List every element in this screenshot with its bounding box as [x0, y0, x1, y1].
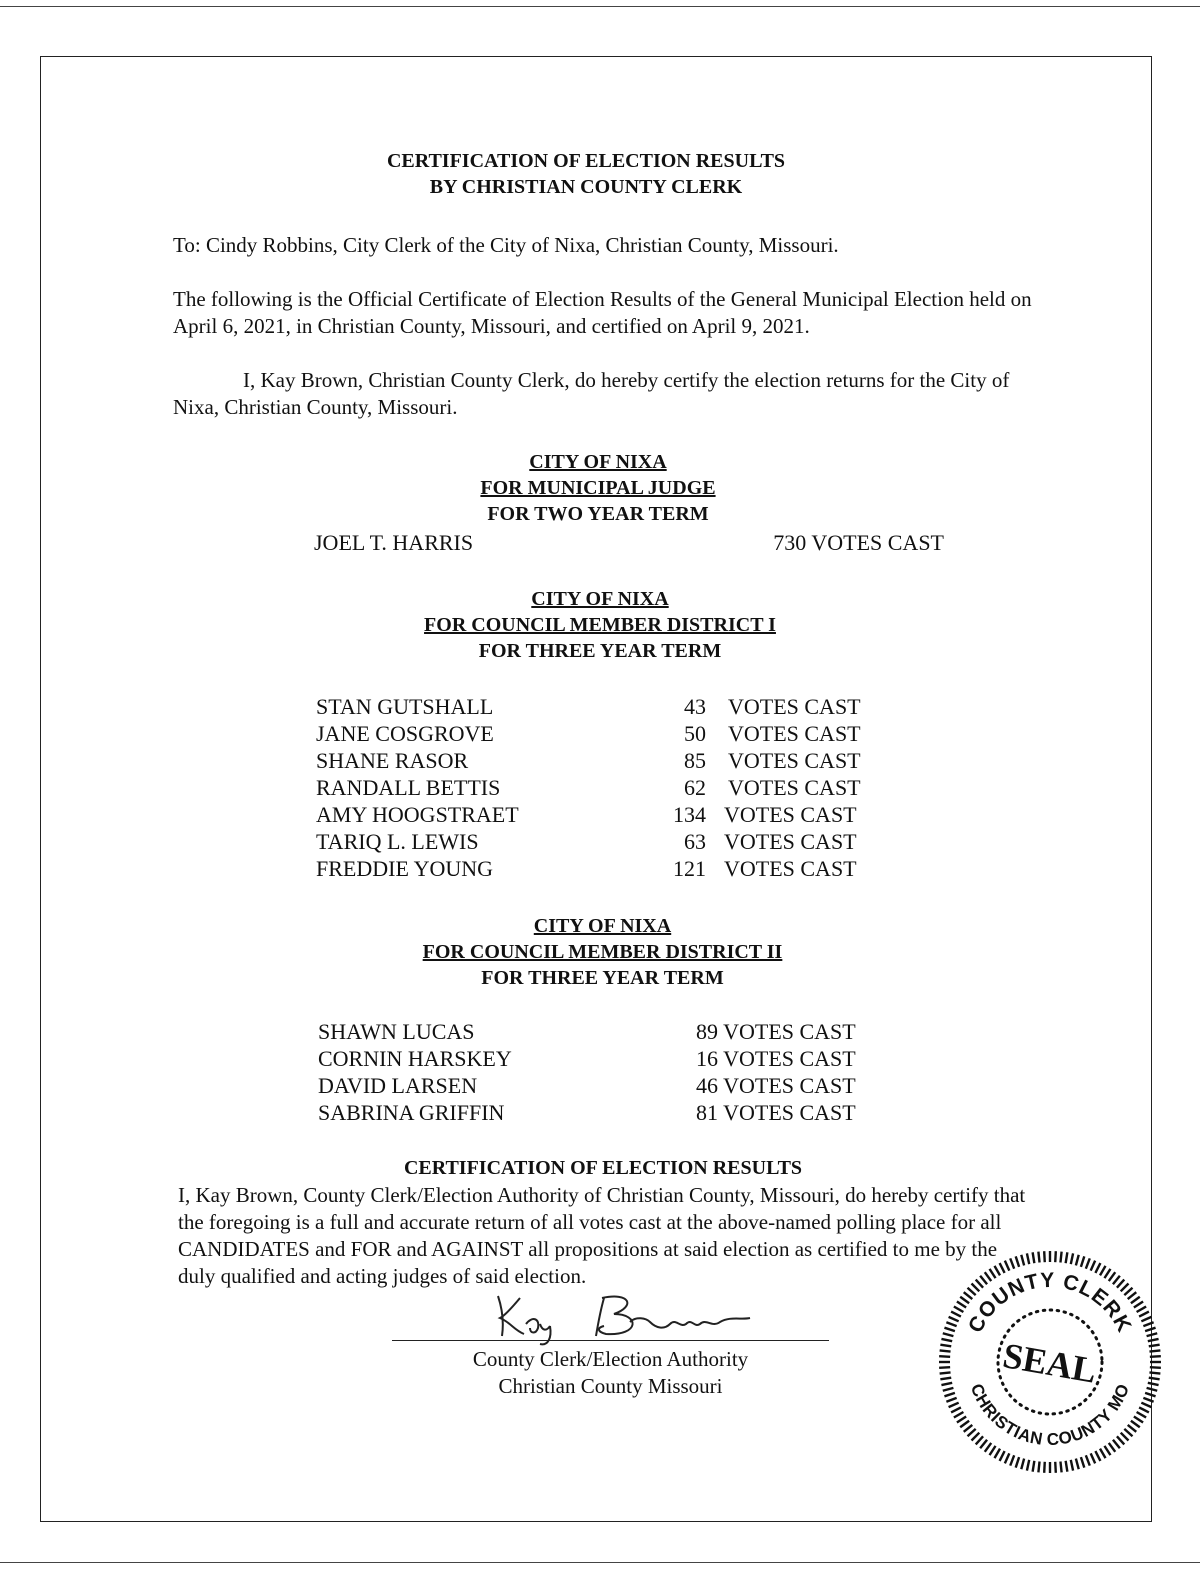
- seal-rim-tick: [1066, 1461, 1068, 1472]
- seal-rim-tick: [972, 1433, 980, 1441]
- seal-rim-tick: [1145, 1393, 1155, 1396]
- county-clerk-seal: [937, 1249, 1163, 1475]
- seal-rim-tick: [1038, 1461, 1039, 1472]
- scan-bottom-rule: [0, 1562, 1200, 1563]
- vote-number: 63: [684, 829, 706, 854]
- seal-rim-tick: [1000, 1451, 1005, 1461]
- seal-rim-tick: [943, 1388, 954, 1391]
- seal-rim-tick: [1124, 1429, 1132, 1436]
- candidate-name: JANE COSGROVE: [316, 721, 494, 746]
- seal-rim-tick: [968, 1288, 976, 1295]
- seal-rim-tick: [990, 1446, 996, 1455]
- section-city: CITY OF NIXA: [533, 915, 672, 937]
- seal-rim-tick: [941, 1383, 952, 1385]
- seal-rim-tick: [1076, 1255, 1079, 1266]
- seal-rim-tick: [1143, 1398, 1153, 1402]
- seal-rim-tick: [1095, 1263, 1100, 1273]
- seal-rim-tick: [1124, 1288, 1132, 1295]
- vote-suffix: VOTES CAST: [723, 1046, 856, 1071]
- vote-suffix: VOTES CAST: [728, 775, 861, 800]
- seal-rim-tick: [1091, 1453, 1095, 1463]
- seal-rim-tick: [951, 1312, 961, 1317]
- seal-center-text: SEAL: [1000, 1335, 1100, 1391]
- section-term: FOR TWO YEAR TERM: [487, 503, 709, 525]
- candidate-name: FREDDIE YOUNG: [316, 856, 494, 881]
- seal-rim-tick: [1134, 1416, 1143, 1422]
- seal-rim-tick: [1055, 1251, 1056, 1262]
- signer-title: [392, 1346, 829, 1400]
- seal-rim-tick: [964, 1425, 973, 1432]
- seal-rim-tick: [1109, 1272, 1115, 1281]
- seal-rim-tick: [1010, 1258, 1014, 1268]
- seal-rim-tick: [1121, 1284, 1129, 1292]
- seal-rim-tick: [1113, 1276, 1120, 1285]
- seal-rim-tick: [995, 1449, 1001, 1459]
- seal-rim-tick: [1066, 1252, 1068, 1263]
- seal-rim-tick: [1104, 1269, 1110, 1278]
- seal-rim-tick: [1060, 1461, 1061, 1472]
- seal-rim-tick: [1055, 1462, 1056, 1473]
- seal-rim-tick: [1010, 1455, 1014, 1465]
- vote-suffix: VOTES CAST: [728, 721, 861, 746]
- vote-suffix: VOTES CAST: [723, 1100, 856, 1125]
- vote-suffix: VOTES CAST: [724, 829, 857, 854]
- title-line-1: CERTIFICATION OF ELECTION RESULTS: [386, 150, 786, 172]
- certify-paragraph-text: I, Kay Brown, Christian County Clerk, do hereby certify the election returns for the City of Nixa, Christian County, Missouri.: [173, 368, 1010, 419]
- seal-rim-tick: [954, 1412, 964, 1418]
- seal-rim-tick: [1086, 1455, 1090, 1465]
- seal-rim-tick: [946, 1322, 956, 1326]
- seal-rim-tick: [1091, 1261, 1095, 1271]
- signature-line: [392, 1340, 829, 1341]
- vote-count: [696, 1072, 856, 1099]
- intro-paragraph: The following is the Official Certificate of Election Results of the General Municipal Election held on April 6, 2021, in Christian County, Missouri, and certified on April 9, 2021.: [173, 287, 1032, 338]
- seal-rim-tick: [1027, 1253, 1029, 1264]
- seal-top-text: COUNTY CLERK: [963, 1268, 1137, 1337]
- section-office: FOR MUNICIPAL JUDGE: [480, 477, 716, 499]
- seal-rim-tick: [1141, 1403, 1151, 1407]
- seal-rim-tick: [949, 1403, 959, 1407]
- seal-rim-tick: [1131, 1297, 1140, 1303]
- vote-number: 46: [696, 1073, 718, 1098]
- seal-rim-tick: [1143, 1322, 1153, 1326]
- seal-rim-tick: [1021, 1459, 1024, 1470]
- seal-rim-tick: [1081, 1457, 1084, 1467]
- vote-count: [696, 1099, 856, 1126]
- candidate-name: DAVID LARSEN: [318, 1073, 478, 1098]
- seal-rim-tick: [944, 1393, 954, 1396]
- seal-rim-tick: [1145, 1328, 1155, 1331]
- seal-rim-tick: [957, 1416, 966, 1422]
- seal-rim-tick: [1131, 1421, 1140, 1427]
- document-title: [0, 148, 1172, 200]
- section-district-2-header: [380, 913, 825, 991]
- seal-rim-tick: [943, 1333, 954, 1336]
- seal-rim-tick: [1071, 1460, 1073, 1471]
- vote-number: 85: [684, 748, 706, 773]
- seal-rim-tick: [972, 1284, 980, 1292]
- seal-rim-tick: [1150, 1367, 1161, 1368]
- certify-paragraph: [173, 367, 1033, 421]
- signer-title-line-1: County Clerk/Election Authority: [472, 1347, 749, 1371]
- seal-rim-tick: [941, 1339, 952, 1341]
- candidate-name: TARIQ L. LEWIS: [316, 829, 479, 854]
- vote-suffix: VOTES CAST: [811, 530, 944, 555]
- seal-rim-tick: [1095, 1451, 1100, 1461]
- scan-top-rule: [0, 6, 1200, 7]
- seal-rim-tick: [939, 1367, 950, 1368]
- vote-number: 43: [684, 694, 706, 719]
- handwritten-signature: [480, 1288, 780, 1348]
- addressee-line: To: Cindy Robbins, City Clerk of the City of Nixa, Christian County, Missouri.: [173, 233, 839, 257]
- candidate-name: AMY HOOGSTRAET: [316, 802, 519, 827]
- seal-rim-tick: [1134, 1302, 1143, 1308]
- seal-rim-tick: [985, 1443, 991, 1452]
- svg-text:CHRISTIAN COUNTY MO: [967, 1381, 1133, 1449]
- seal-rim-tick: [1027, 1460, 1029, 1471]
- seal-rim-tick: [1038, 1252, 1039, 1263]
- seal-rim-tick: [946, 1398, 956, 1402]
- seal-rim-tick: [940, 1345, 951, 1347]
- seal-rim-tick: [976, 1280, 983, 1288]
- seal-rim-tick: [1033, 1461, 1035, 1472]
- seal-rim-tick: [940, 1350, 951, 1351]
- seal-rim-tick: [1086, 1258, 1090, 1268]
- candidate-name: SHAWN LUCAS: [318, 1019, 475, 1044]
- seal-rim-tick: [960, 1297, 969, 1303]
- vote-suffix: VOTES CAST: [724, 856, 857, 881]
- seal-rim-tick: [1137, 1412, 1147, 1418]
- seal-rim-tick: [1149, 1372, 1160, 1373]
- vote-count: [696, 1018, 856, 1045]
- seal-rim-tick: [1100, 1266, 1106, 1276]
- seal-rim-tick: [1147, 1333, 1158, 1336]
- seal-rim-tick: [1128, 1425, 1137, 1432]
- seal-rim-tick: [1121, 1433, 1129, 1441]
- seal-rim-tick: [1044, 1462, 1045, 1473]
- seal-rim-tick: [1139, 1312, 1149, 1317]
- seal-rim-tick: [1000, 1263, 1005, 1273]
- seal-rim-tick: [968, 1429, 976, 1436]
- seal-rim-tick: [940, 1378, 951, 1380]
- seal-rim-tick: [1044, 1251, 1045, 1262]
- candidate-name: SABRINA GRIFFIN: [318, 1100, 505, 1125]
- seal-rim-tick: [1104, 1446, 1110, 1455]
- vote-number: 16: [696, 1046, 718, 1071]
- signer-title-line-2: Christian County Missouri: [498, 1374, 723, 1398]
- section-city: CITY OF NIXA: [531, 588, 669, 610]
- seal-bottom-text: CHRISTIAN COUNTY MO: [966, 1381, 1134, 1450]
- vote-number: 134: [673, 802, 706, 827]
- seal-rim-tick: [1060, 1252, 1061, 1263]
- seal-rim-tick: [1137, 1307, 1147, 1313]
- section-term: FOR THREE YEAR TERM: [481, 967, 724, 989]
- seal-rim-tick: [1117, 1436, 1124, 1444]
- seal-rim-tick: [1147, 1388, 1158, 1391]
- seal-rim-tick: [1148, 1383, 1159, 1385]
- seal-rim-tick: [1109, 1443, 1115, 1452]
- seal-rim-tick: [944, 1328, 954, 1331]
- candidate-name: CORNIN HARSKEY: [318, 1046, 512, 1071]
- seal-rim-tick: [1150, 1356, 1161, 1357]
- vote-suffix: VOTES CAST: [728, 748, 861, 773]
- vote-number: 89: [696, 1019, 718, 1044]
- seal-rim-tick: [1113, 1440, 1120, 1449]
- seal-rim-tick: [1021, 1255, 1024, 1266]
- title-line-2: BY CHRISTIAN COUNTY CLERK: [429, 176, 743, 198]
- candidate-name: RANDALL BETTIS: [316, 775, 501, 800]
- seal-rim-tick: [1016, 1457, 1019, 1467]
- seal-rim-tick: [1141, 1317, 1151, 1321]
- seal-rim-tick: [957, 1302, 966, 1308]
- seal-rim-tick: [1128, 1292, 1137, 1299]
- vote-number: 62: [684, 775, 706, 800]
- vote-number: 50: [684, 721, 706, 746]
- seal-rim-tick: [964, 1292, 973, 1299]
- seal-rim-tick: [949, 1317, 959, 1321]
- seal-rim-tick: [1100, 1449, 1106, 1459]
- seal-rim-tick: [960, 1421, 969, 1427]
- seal-rim-tick: [1016, 1256, 1019, 1266]
- section-office: FOR COUNCIL MEMBER DISTRICT II: [422, 941, 783, 963]
- seal-rim-tick: [980, 1440, 987, 1449]
- seal-rim-tick: [1071, 1253, 1073, 1264]
- section-city: CITY OF NIXA: [529, 451, 667, 473]
- section-term: FOR THREE YEAR TERM: [478, 640, 722, 662]
- vote-suffix: VOTES CAST: [723, 1019, 856, 1044]
- certification-body: I, Kay Brown, County Clerk/Election Authority of Christian County, Missouri, do hereby certify that the foregoing is a full and accurate return of all votes cast at the above-named polling place for all CANDIDATES and FOR and AGAINST all propositions at said election as certified to me by the duly qualified and acting judges of said election.: [178, 1183, 1026, 1288]
- seal-rim-tick: [954, 1307, 964, 1313]
- vote-number: 730: [773, 530, 807, 555]
- seal-rim-tick: [939, 1356, 950, 1357]
- seal-rim-tick: [1149, 1345, 1160, 1347]
- vote-suffix: VOTES CAST: [728, 694, 861, 719]
- seal-rim-tick: [1117, 1280, 1124, 1288]
- section-district-1-header: [380, 586, 820, 664]
- candidate-name: SHANE RASOR: [316, 748, 469, 773]
- seal-rim-tick: [1081, 1256, 1084, 1266]
- seal-rim-tick: [1149, 1350, 1160, 1351]
- seal-rim-tick: [951, 1407, 961, 1412]
- seal-rim-tick: [1139, 1407, 1149, 1412]
- seal-rim-tick: [1005, 1261, 1009, 1271]
- vote-count: [696, 1045, 856, 1072]
- seal-rim-tick: [990, 1269, 996, 1278]
- seal-rim-tick: [940, 1372, 951, 1373]
- section-office: FOR COUNCIL MEMBER DISTRICT I: [424, 614, 776, 636]
- seal-rim-tick: [1005, 1453, 1009, 1463]
- candidate-name: STAN GUTSHALL: [316, 694, 494, 719]
- seal-rim-tick: [1148, 1339, 1159, 1341]
- seal-rim-tick: [985, 1272, 991, 1281]
- seal-rim-tick: [976, 1436, 983, 1444]
- vote-suffix: VOTES CAST: [723, 1073, 856, 1098]
- seal-rim-tick: [1076, 1459, 1079, 1470]
- vote-suffix: VOTES CAST: [724, 802, 857, 827]
- vote-number: 81: [696, 1100, 718, 1125]
- certification-heading: CERTIFICATION OF ELECTION RESULTS: [403, 1157, 803, 1179]
- vote-count: [773, 529, 944, 556]
- seal-rim-tick: [980, 1276, 987, 1285]
- candidate-name: JOEL T. HARRIS: [314, 530, 474, 555]
- seal-rim-tick: [1033, 1252, 1035, 1263]
- vote-number: 121: [673, 856, 706, 881]
- seal-rim-tick: [1149, 1378, 1160, 1380]
- seal-rim-tick: [995, 1266, 1001, 1276]
- section-municipal-judge-header: [398, 449, 798, 527]
